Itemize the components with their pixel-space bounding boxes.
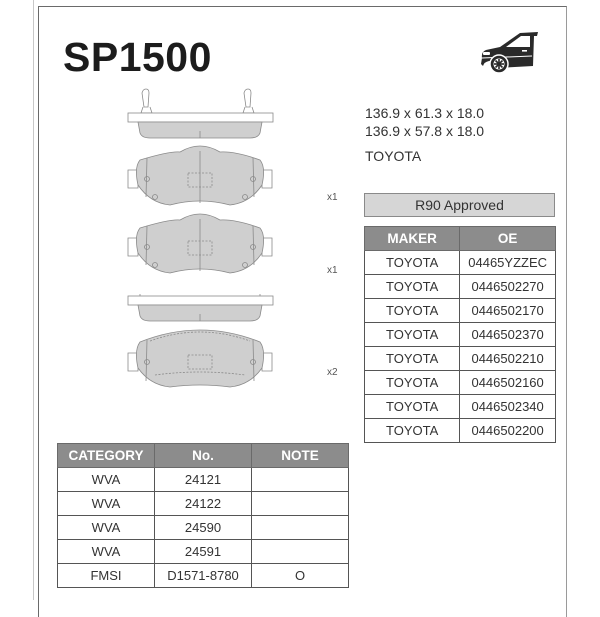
table-row <box>365 419 556 443</box>
table-row <box>365 347 556 371</box>
oe-number-cell: 0446502210 <box>460 347 556 371</box>
number-cell: 24122 <box>155 492 252 516</box>
pad-face-1 <box>128 146 272 205</box>
header-note: NOTE <box>252 444 349 468</box>
maker-cell: TOYOTA <box>365 323 460 347</box>
product-code: SP1500 <box>63 34 212 80</box>
table-row <box>58 516 349 540</box>
number-cell: D1571-8780 <box>155 564 252 588</box>
category-cell: WVA <box>58 468 155 492</box>
oe-number-cell: 0446502160 <box>460 371 556 395</box>
table-header-row <box>58 444 349 468</box>
category-cell: WVA <box>58 540 155 564</box>
approval-badge: R90 Approved <box>364 193 555 217</box>
table-row <box>58 564 349 588</box>
brake-pad-drawings <box>110 85 290 395</box>
note-cell <box>252 468 349 492</box>
pad-face-2 <box>128 214 272 273</box>
table-row <box>58 468 349 492</box>
note-cell <box>252 492 349 516</box>
maker-cell: TOYOTA <box>365 275 460 299</box>
oe-number-cell: 04465YZZEC <box>460 251 556 275</box>
page-edge-line <box>33 0 34 600</box>
table-row <box>365 275 556 299</box>
oe-number-cell: 0446502340 <box>460 395 556 419</box>
table-row <box>365 371 556 395</box>
oe-number-cell: 0446502370 <box>460 323 556 347</box>
header-oe: OE <box>460 227 556 251</box>
quantity-label-1: x1 <box>327 192 338 203</box>
table-row <box>365 299 556 323</box>
category-cell: WVA <box>58 516 155 540</box>
table-row <box>58 540 349 564</box>
table-header-row <box>365 227 556 251</box>
pad-top-view-2 <box>128 294 273 321</box>
header-category: CATEGORY <box>58 444 155 468</box>
category-cell: WVA <box>58 492 155 516</box>
oe-number-cell: 0446502200 <box>460 419 556 443</box>
number-cell: 24590 <box>155 516 252 540</box>
maker-cell: TOYOTA <box>365 395 460 419</box>
cross-reference-table <box>57 443 349 588</box>
note-cell <box>252 540 349 564</box>
table-row <box>365 251 556 275</box>
dimension-1: 136.9 x 61.3 x 18.0 <box>365 105 485 121</box>
table-row <box>365 323 556 347</box>
number-cell: 24121 <box>155 468 252 492</box>
note-cell: O <box>252 564 349 588</box>
quantity-label-3: x2 <box>327 367 338 378</box>
table-row <box>365 395 556 419</box>
maker-cell: TOYOTA <box>365 371 460 395</box>
oe-number-cell: 0446502170 <box>460 299 556 323</box>
header-maker: MAKER <box>365 227 460 251</box>
maker-cell: TOYOTA <box>365 347 460 371</box>
car-icon <box>478 28 542 74</box>
oe-number-cell: 0446502270 <box>460 275 556 299</box>
table-row <box>58 492 349 516</box>
maker-cell: TOYOTA <box>365 251 460 275</box>
category-cell: FMSI <box>58 564 155 588</box>
maker-cell: TOYOTA <box>365 419 460 443</box>
quantity-label-2: x1 <box>327 265 338 276</box>
oe-reference-table <box>364 226 556 443</box>
pad-top-view-1 <box>128 89 273 138</box>
pad-face-3 <box>128 330 272 387</box>
maker-cell: TOYOTA <box>365 299 460 323</box>
vehicle-make: TOYOTA <box>365 148 422 164</box>
dimension-2: 136.9 x 57.8 x 18.0 <box>365 123 485 139</box>
number-cell: 24591 <box>155 540 252 564</box>
note-cell <box>252 516 349 540</box>
header-number: No. <box>155 444 252 468</box>
